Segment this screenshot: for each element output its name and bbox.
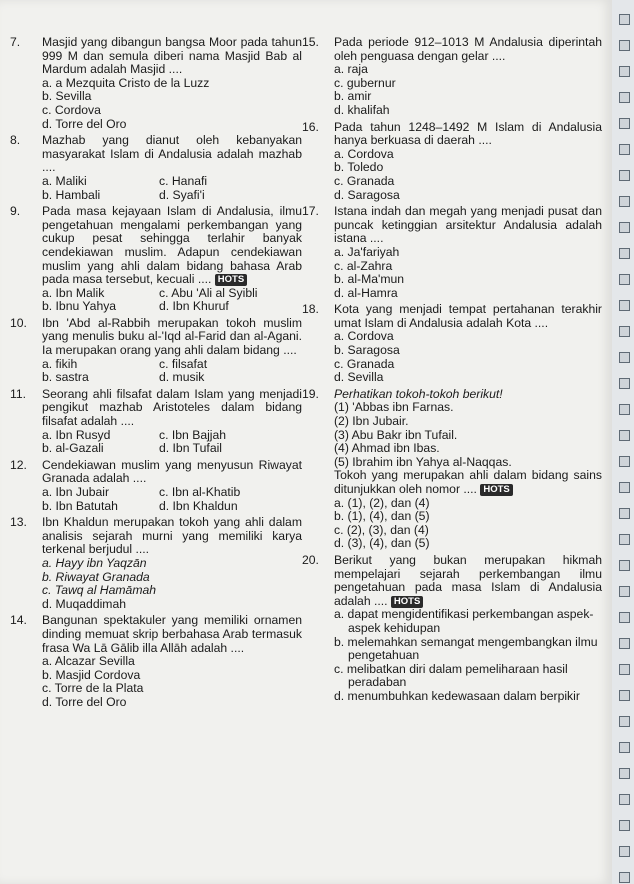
answer-option: b. (1), (4), dan (5) xyxy=(334,509,430,524)
answer-options xyxy=(302,330,602,384)
strip-marker xyxy=(619,404,630,415)
answer-option: c. Ibn al-Khatib xyxy=(159,485,241,499)
question-10 xyxy=(10,317,302,385)
question-number: 11. xyxy=(10,386,27,401)
question-14 xyxy=(10,614,302,709)
answer-option: a. (1), (2), dan (4) xyxy=(334,495,430,510)
answer-options xyxy=(302,497,602,551)
strip-marker xyxy=(619,66,630,77)
question-text xyxy=(10,317,302,358)
answer-options xyxy=(10,175,302,202)
strip-marker xyxy=(619,170,630,181)
question-text-content: Pada masa kejayaan Islam di Andalusia, ilmu pengetahuan mengalami perkembangan yang cukup pesat sehingga terlahir banyak cendekiawan muslim. Adapun cendekiawan muslim yang ahli dalam bidang bahasa Arab pada masa tersebut, kecuali .... xyxy=(42,204,302,287)
answer-option: b. Hambali xyxy=(42,187,101,202)
answer-option: a. Cordova xyxy=(334,146,394,161)
question-text-content: Pada tahun 1248–1492 M Islam di Andalusia hanya berkuasa di daerah .... xyxy=(334,119,602,148)
strip-marker xyxy=(619,638,630,649)
question-number: 19. xyxy=(302,386,319,401)
answer-options xyxy=(302,608,602,703)
question-9 xyxy=(10,205,302,314)
answer-option: b. Sevilla xyxy=(42,89,92,104)
statement-item: (4) Ahmad ibn Ibas. xyxy=(334,441,440,456)
right-column xyxy=(302,36,602,707)
strip-marker xyxy=(619,456,630,467)
answer-option: c. Torre de la Plata xyxy=(42,681,144,696)
question-text-2-content: Tokoh yang merupakan ahli dalam bidang sains ditunjukkan oleh nomor .... xyxy=(334,468,602,496)
question-text-content: Cendekiawan muslim yang menyusun Riwayat Granada adalah .... xyxy=(42,457,302,486)
question-number: 9. xyxy=(10,204,21,219)
question-text xyxy=(10,459,302,486)
question-text xyxy=(302,205,602,246)
answer-options xyxy=(10,557,302,611)
question-text xyxy=(10,614,302,655)
question-12 xyxy=(10,459,302,513)
answer-option: a. raja xyxy=(334,62,368,77)
question-number: 7. xyxy=(10,35,21,49)
answer-options xyxy=(10,77,302,131)
question-text xyxy=(10,205,302,287)
answer-option: c. filsafat xyxy=(159,356,208,371)
answer-options xyxy=(302,148,602,202)
question-text xyxy=(302,121,602,148)
answer-option: c. Hanafi xyxy=(159,173,208,188)
hots-badge: HOTS xyxy=(215,274,247,286)
question-text-content: Kota yang menjadi tempat pertahanan terakhir umat Islam di Andalusia adalah Kota .... xyxy=(334,302,602,330)
answer-options xyxy=(10,358,302,385)
statement-item: (2) Ibn Jubair. xyxy=(334,414,409,429)
answer-option: c. al-Zahra xyxy=(334,258,393,273)
question-text xyxy=(302,554,602,608)
answer-option: d. Torre del Oro xyxy=(42,694,127,709)
question-number: 13. xyxy=(10,515,27,530)
answer-option: c. (2), (3), dan (4) xyxy=(334,522,429,537)
strip-marker xyxy=(619,560,630,571)
answer-option: d. Ibn Khaldun xyxy=(159,498,238,513)
answer-option: b. Ibnu Yahya xyxy=(42,299,117,314)
strip-marker xyxy=(619,274,630,285)
statement-item: (5) Ibrahim ibn Yahya al-Naqqas. xyxy=(334,454,512,469)
answer-option: d. Torre del Oro xyxy=(42,116,127,131)
question-number: 12. xyxy=(10,457,27,472)
answer-option: d. menumbuhkan kedewasaan dalam berpikir xyxy=(334,688,580,703)
strip-marker xyxy=(619,586,630,597)
answer-option: a. Maliki xyxy=(42,173,87,188)
question-text-content: Ibn Khaldun merupakan tokoh yang ahli dalam analisis sejarah murni yang memiliki karya terkenal berjudul .... xyxy=(42,515,302,557)
answer-option: b. melemahkan semangat mengembangkan ilmu pengetahuan xyxy=(334,634,598,663)
question-text xyxy=(10,516,302,557)
question-8 xyxy=(10,134,302,202)
answer-option: d. khalifah xyxy=(334,102,390,117)
answer-option: a. Ibn Malik xyxy=(42,285,105,300)
answer-option: c. Abu 'Ali al Syibli xyxy=(159,285,258,300)
strip-marker xyxy=(619,820,630,831)
strip-marker xyxy=(619,196,630,207)
question-number: 16. xyxy=(302,119,319,134)
answer-option: b. Toledo xyxy=(334,160,384,175)
statement-list xyxy=(302,401,602,469)
question-text-content: Perhatikan tokoh-tokoh berikut! xyxy=(334,386,503,401)
answer-options xyxy=(10,486,302,513)
answer-option: d. Muqaddimah xyxy=(42,596,127,611)
answer-option: a. Hayy ibn Yaqzān xyxy=(42,555,147,570)
question-19 xyxy=(302,388,602,551)
side-scroll-strip xyxy=(612,0,634,884)
answer-option: c. Granada xyxy=(334,173,395,188)
question-text xyxy=(10,388,302,429)
question-20 xyxy=(302,554,602,704)
hots-badge: HOTS xyxy=(480,484,512,496)
statement-item: (3) Abu Bakr ibn Tufail. xyxy=(334,427,458,442)
answer-option: b. Ibn Batutah xyxy=(42,498,118,513)
strip-marker xyxy=(619,430,630,441)
answer-options xyxy=(10,287,302,314)
answer-option: c. Tawq al Hamāmah xyxy=(42,583,157,598)
strip-marker xyxy=(619,664,630,675)
left-column xyxy=(10,36,302,713)
question-16 xyxy=(302,121,602,203)
strip-marker xyxy=(619,144,630,155)
question-text xyxy=(10,134,302,175)
question-text-content: Ibn 'Abd al-Rabbih merupakan tokoh muslim yang menulis buku al-'Iqd al-Farid dan al-Agani. Ia merupakan orang yang ahli dalam bidang .... xyxy=(42,315,302,358)
strip-marker xyxy=(619,352,630,363)
question-number: 10. xyxy=(10,315,27,330)
question-number: 17. xyxy=(302,204,319,219)
question-text xyxy=(302,36,602,63)
strip-marker xyxy=(619,118,630,129)
strip-marker xyxy=(619,92,630,103)
answer-option: c. Cordova xyxy=(42,102,101,117)
strip-marker xyxy=(619,14,630,25)
strip-marker xyxy=(619,690,630,701)
answer-option: c. gubernur xyxy=(334,75,396,90)
question-text xyxy=(302,388,602,402)
question-number: 18. xyxy=(302,302,319,317)
answer-option: b. Masjid Cordova xyxy=(42,667,141,682)
question-text-2 xyxy=(302,469,602,496)
question-text-content: Masjid yang dibangun bangsa Moor pada tahun 999 M dan semula diberi nama Masjid Bab al Mardum adalah Masjid .... xyxy=(42,35,302,77)
answer-option: b. amir xyxy=(334,89,372,104)
answer-option: a. fikih xyxy=(42,356,78,371)
strip-marker xyxy=(619,222,630,233)
strip-marker xyxy=(619,742,630,753)
question-text-content: Seorang ahli filsafat dalam Islam yang menjadi pengikut mazhab Aristoteles dalam bidang filsafat adalah .... xyxy=(42,386,302,429)
strip-marker xyxy=(619,872,630,883)
answer-option: b. sastra xyxy=(42,370,89,385)
strip-marker xyxy=(619,482,630,493)
answer-option: a. Ja'fariyah xyxy=(334,244,400,259)
answer-options xyxy=(302,63,602,117)
strip-marker xyxy=(619,794,630,805)
answer-option: a. Alcazar Sevilla xyxy=(42,654,135,669)
question-number: 15. xyxy=(302,35,319,49)
strip-marker xyxy=(619,378,630,389)
strip-marker xyxy=(619,716,630,727)
answer-options xyxy=(10,655,302,709)
answer-option: d. al-Hamra xyxy=(334,285,398,300)
question-number: 20. xyxy=(302,552,319,567)
answer-option: a. a Mezquita Cristo de la Luzz xyxy=(42,75,210,90)
answer-option: d. Ibn Khuruf xyxy=(159,299,229,314)
answer-options xyxy=(10,429,302,456)
question-text-content: Mazhab yang dianut oleh kebanyakan masyarakat Islam di Andalusia adalah mazhab .... xyxy=(42,133,302,175)
question-15 xyxy=(302,36,602,118)
strip-marker xyxy=(619,768,630,779)
answer-option: d. (3), (4), dan (5) xyxy=(334,536,430,551)
answer-option: b. Saragosa xyxy=(334,343,400,358)
question-18 xyxy=(302,303,602,385)
question-text-content: Pada periode 912–1013 M Andalusia diperintah oleh penguasa dengan gelar .... xyxy=(334,35,602,63)
question-11 xyxy=(10,388,302,456)
answer-option: b. al-Gazali xyxy=(42,441,104,456)
answer-option: b. Riwayat Granada xyxy=(42,569,150,584)
answer-option: c. melibatkan diri dalam pemeliharaan hasil peradaban xyxy=(334,661,568,690)
answer-option: a. dapat mengidentifikasi perkembangan aspek-aspek kehidupan xyxy=(334,607,594,635)
answer-option: c. Ibn Bajjah xyxy=(159,427,227,442)
question-text xyxy=(10,36,302,77)
question-17 xyxy=(302,205,602,300)
statement-item: (1) 'Abbas ibn Farnas. xyxy=(334,400,454,415)
answer-option: d. musik xyxy=(159,370,205,385)
strip-marker xyxy=(619,248,630,259)
hots-badge: HOTS xyxy=(391,596,423,608)
strip-marker xyxy=(619,40,630,51)
question-7 xyxy=(10,36,302,131)
answer-option: d. Saragosa xyxy=(334,187,400,202)
answer-option: d. Ibn Tufail xyxy=(159,441,223,456)
answer-option: a. Cordova xyxy=(334,329,394,344)
strip-marker xyxy=(619,534,630,545)
question-number: 14. xyxy=(10,613,27,628)
strip-marker xyxy=(619,300,630,311)
answer-option: a. Ibn Jubair xyxy=(42,485,110,499)
question-text-content: Istana indah dan megah yang menjadi pusat dan puncak ketinggian arsitektur Andalusia adalah istana .... xyxy=(334,204,602,246)
question-13 xyxy=(10,516,302,611)
strip-marker xyxy=(619,326,630,337)
strip-marker xyxy=(619,508,630,519)
question-text-content: Berikut yang bukan merupakan hikmah mempelajari sejarah perkembangan ilmu pengetahuan pada masa Islam di Andalusia adalah .... xyxy=(334,552,602,608)
answer-option: a. Ibn Rusyd xyxy=(42,427,111,442)
question-text-content: Bangunan spektakuler yang memiliki ornamen dinding memuat skrip berbahasa Arab termasuk frasa Wa Lā Gālib illa Allāh adalah .... xyxy=(42,613,302,655)
answer-option: d. Sevilla xyxy=(334,370,384,385)
strip-marker xyxy=(619,846,630,857)
answer-option: c. Granada xyxy=(334,356,395,371)
answer-option: d. Syafi'i xyxy=(159,187,205,202)
answer-options xyxy=(302,246,602,300)
answer-option: b. al-Ma'mun xyxy=(334,272,405,287)
question-number: 8. xyxy=(10,133,21,148)
question-text xyxy=(302,303,602,330)
strip-marker xyxy=(619,612,630,623)
